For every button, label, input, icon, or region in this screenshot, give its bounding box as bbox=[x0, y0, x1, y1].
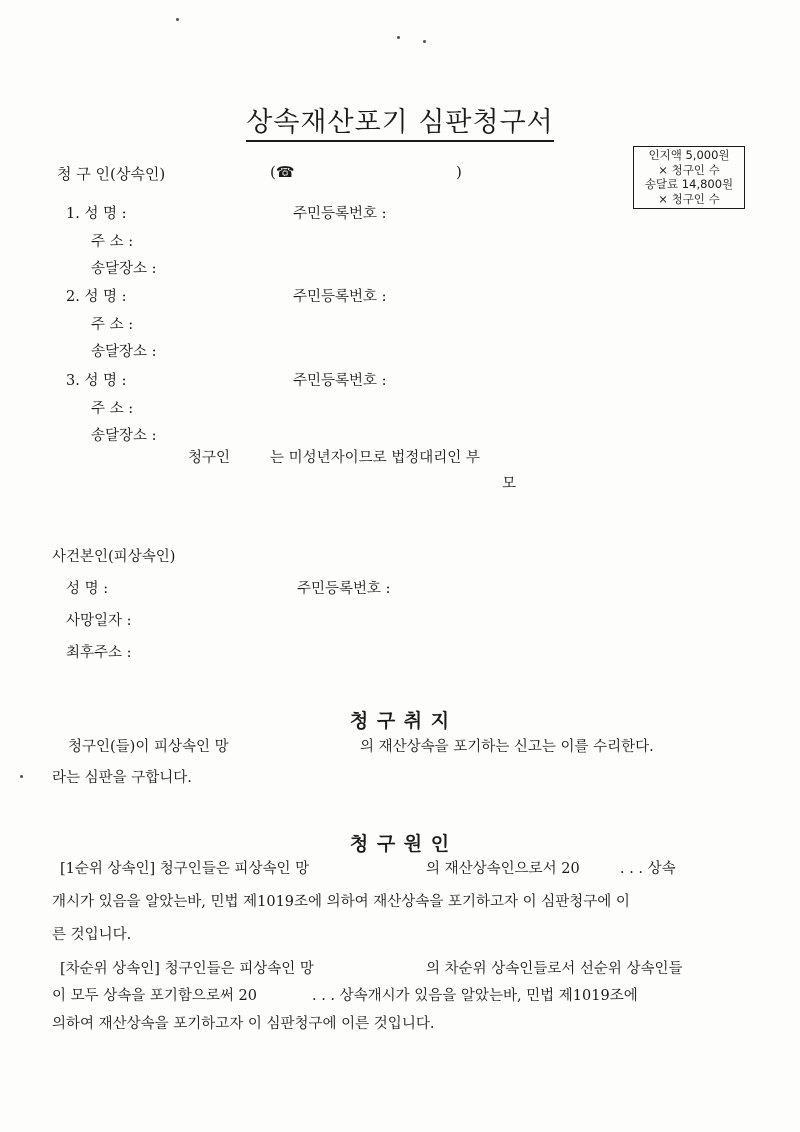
cause-p2-line-1b: 의 차순위 상속인들로서 선순위 상속인들 bbox=[426, 961, 683, 977]
deceased-death-date-label: 사망일자 : bbox=[66, 613, 132, 629]
scan-speck bbox=[423, 40, 426, 43]
claimant-2-id-label: 주민등록번호 : bbox=[293, 289, 387, 305]
minor-note-claimant: 청구인 bbox=[188, 450, 231, 466]
cause-p1-line-1c: . . . 상속 bbox=[620, 861, 676, 877]
stamp-fee-box bbox=[633, 146, 745, 209]
claimant-3-name-label: 3. 성 명 : bbox=[66, 373, 127, 389]
claimant-1-delivery-label: 송달장소 : bbox=[91, 261, 157, 277]
purpose-line-1b: 의 재산상속을 포기하는 신고는 이를 수리한다. bbox=[360, 739, 654, 755]
scan-speck bbox=[20, 775, 23, 778]
cause-p1-line-2: 개시가 있음을 알았는바, 민법 제1019조에 의하여 재산상속을 포기하고자 이 심판청구에 이 bbox=[52, 894, 630, 910]
purpose-line-1a: 청구인(들)이 피상속인 망 bbox=[68, 739, 229, 755]
stamp-fee-line: × 청구인 수 bbox=[658, 191, 720, 206]
phone-open: (☎ bbox=[270, 163, 295, 181]
claimant-2-address-label: 주 소 : bbox=[91, 317, 134, 333]
cause-p1-line-3: 른 것입니다. bbox=[52, 927, 132, 943]
document-title bbox=[0, 100, 800, 139]
document-title-text: 상속재산포기 심판청구서 bbox=[246, 107, 553, 142]
scan-speck bbox=[176, 18, 179, 21]
minor-note-mother: 모 bbox=[502, 476, 517, 492]
cause-heading: 청 구 원 인 bbox=[349, 833, 451, 855]
deceased-id-label: 주민등록번호 : bbox=[297, 581, 391, 597]
scan-speck bbox=[397, 36, 400, 39]
cause-p2-line-3: 의하여 재산상속을 포기하고자 이 심판청구에 이른 것입니다. bbox=[52, 1016, 435, 1032]
claimant-3-id-label: 주민등록번호 : bbox=[293, 373, 387, 389]
stamp-fee-line: 송달료 14,800원 bbox=[644, 177, 734, 191]
claimant-1-name-label: 1. 성 명 : bbox=[66, 206, 127, 222]
cause-p1-line-1a: [1순위 상속인] 청구인들은 피상속인 망 bbox=[60, 861, 310, 877]
purpose-line-2: 라는 심판을 구합니다. bbox=[52, 770, 192, 786]
claimant-1-id-label: 주민등록번호 : bbox=[293, 206, 387, 222]
deceased-last-address-label: 최후주소 : bbox=[66, 645, 132, 661]
cause-p2-line-2b: . . . 상속개시가 있음을 알았는바, 민법 제1019조에 bbox=[312, 988, 638, 1004]
stamp-fee-line: × 청구인 수 bbox=[658, 162, 720, 177]
phone-close: ) bbox=[456, 163, 462, 181]
stamp-fee-line: 인지액 5,000원 bbox=[648, 148, 730, 162]
claimant-1-address-label: 주 소 : bbox=[91, 234, 134, 250]
claimant-header-label: 청 구 인(상속인) bbox=[57, 165, 166, 183]
claimant-3-delivery-label: 송달장소 : bbox=[91, 428, 157, 444]
claimant-3-address-label: 주 소 : bbox=[91, 401, 134, 417]
claimant-2-delivery-label: 송달장소 : bbox=[91, 344, 157, 360]
cause-p2-line-2a: 이 모두 상속을 포기함으로써 20 bbox=[52, 988, 257, 1004]
minor-note-text: 는 미성년자이므로 법정대리인 부 bbox=[270, 450, 480, 466]
cause-p1-line-1b: 의 재산상속인으로서 20 bbox=[426, 861, 580, 877]
cause-p2-line-1a: [차순위 상속인] 청구인들은 피상속인 망 bbox=[60, 961, 314, 977]
deceased-name-label: 성 명 : bbox=[66, 581, 109, 597]
purpose-heading: 청 구 취 지 bbox=[349, 710, 451, 732]
deceased-header: 사건본인(피상속인) bbox=[52, 549, 176, 565]
claimant-2-name-label: 2. 성 명 : bbox=[66, 289, 127, 305]
